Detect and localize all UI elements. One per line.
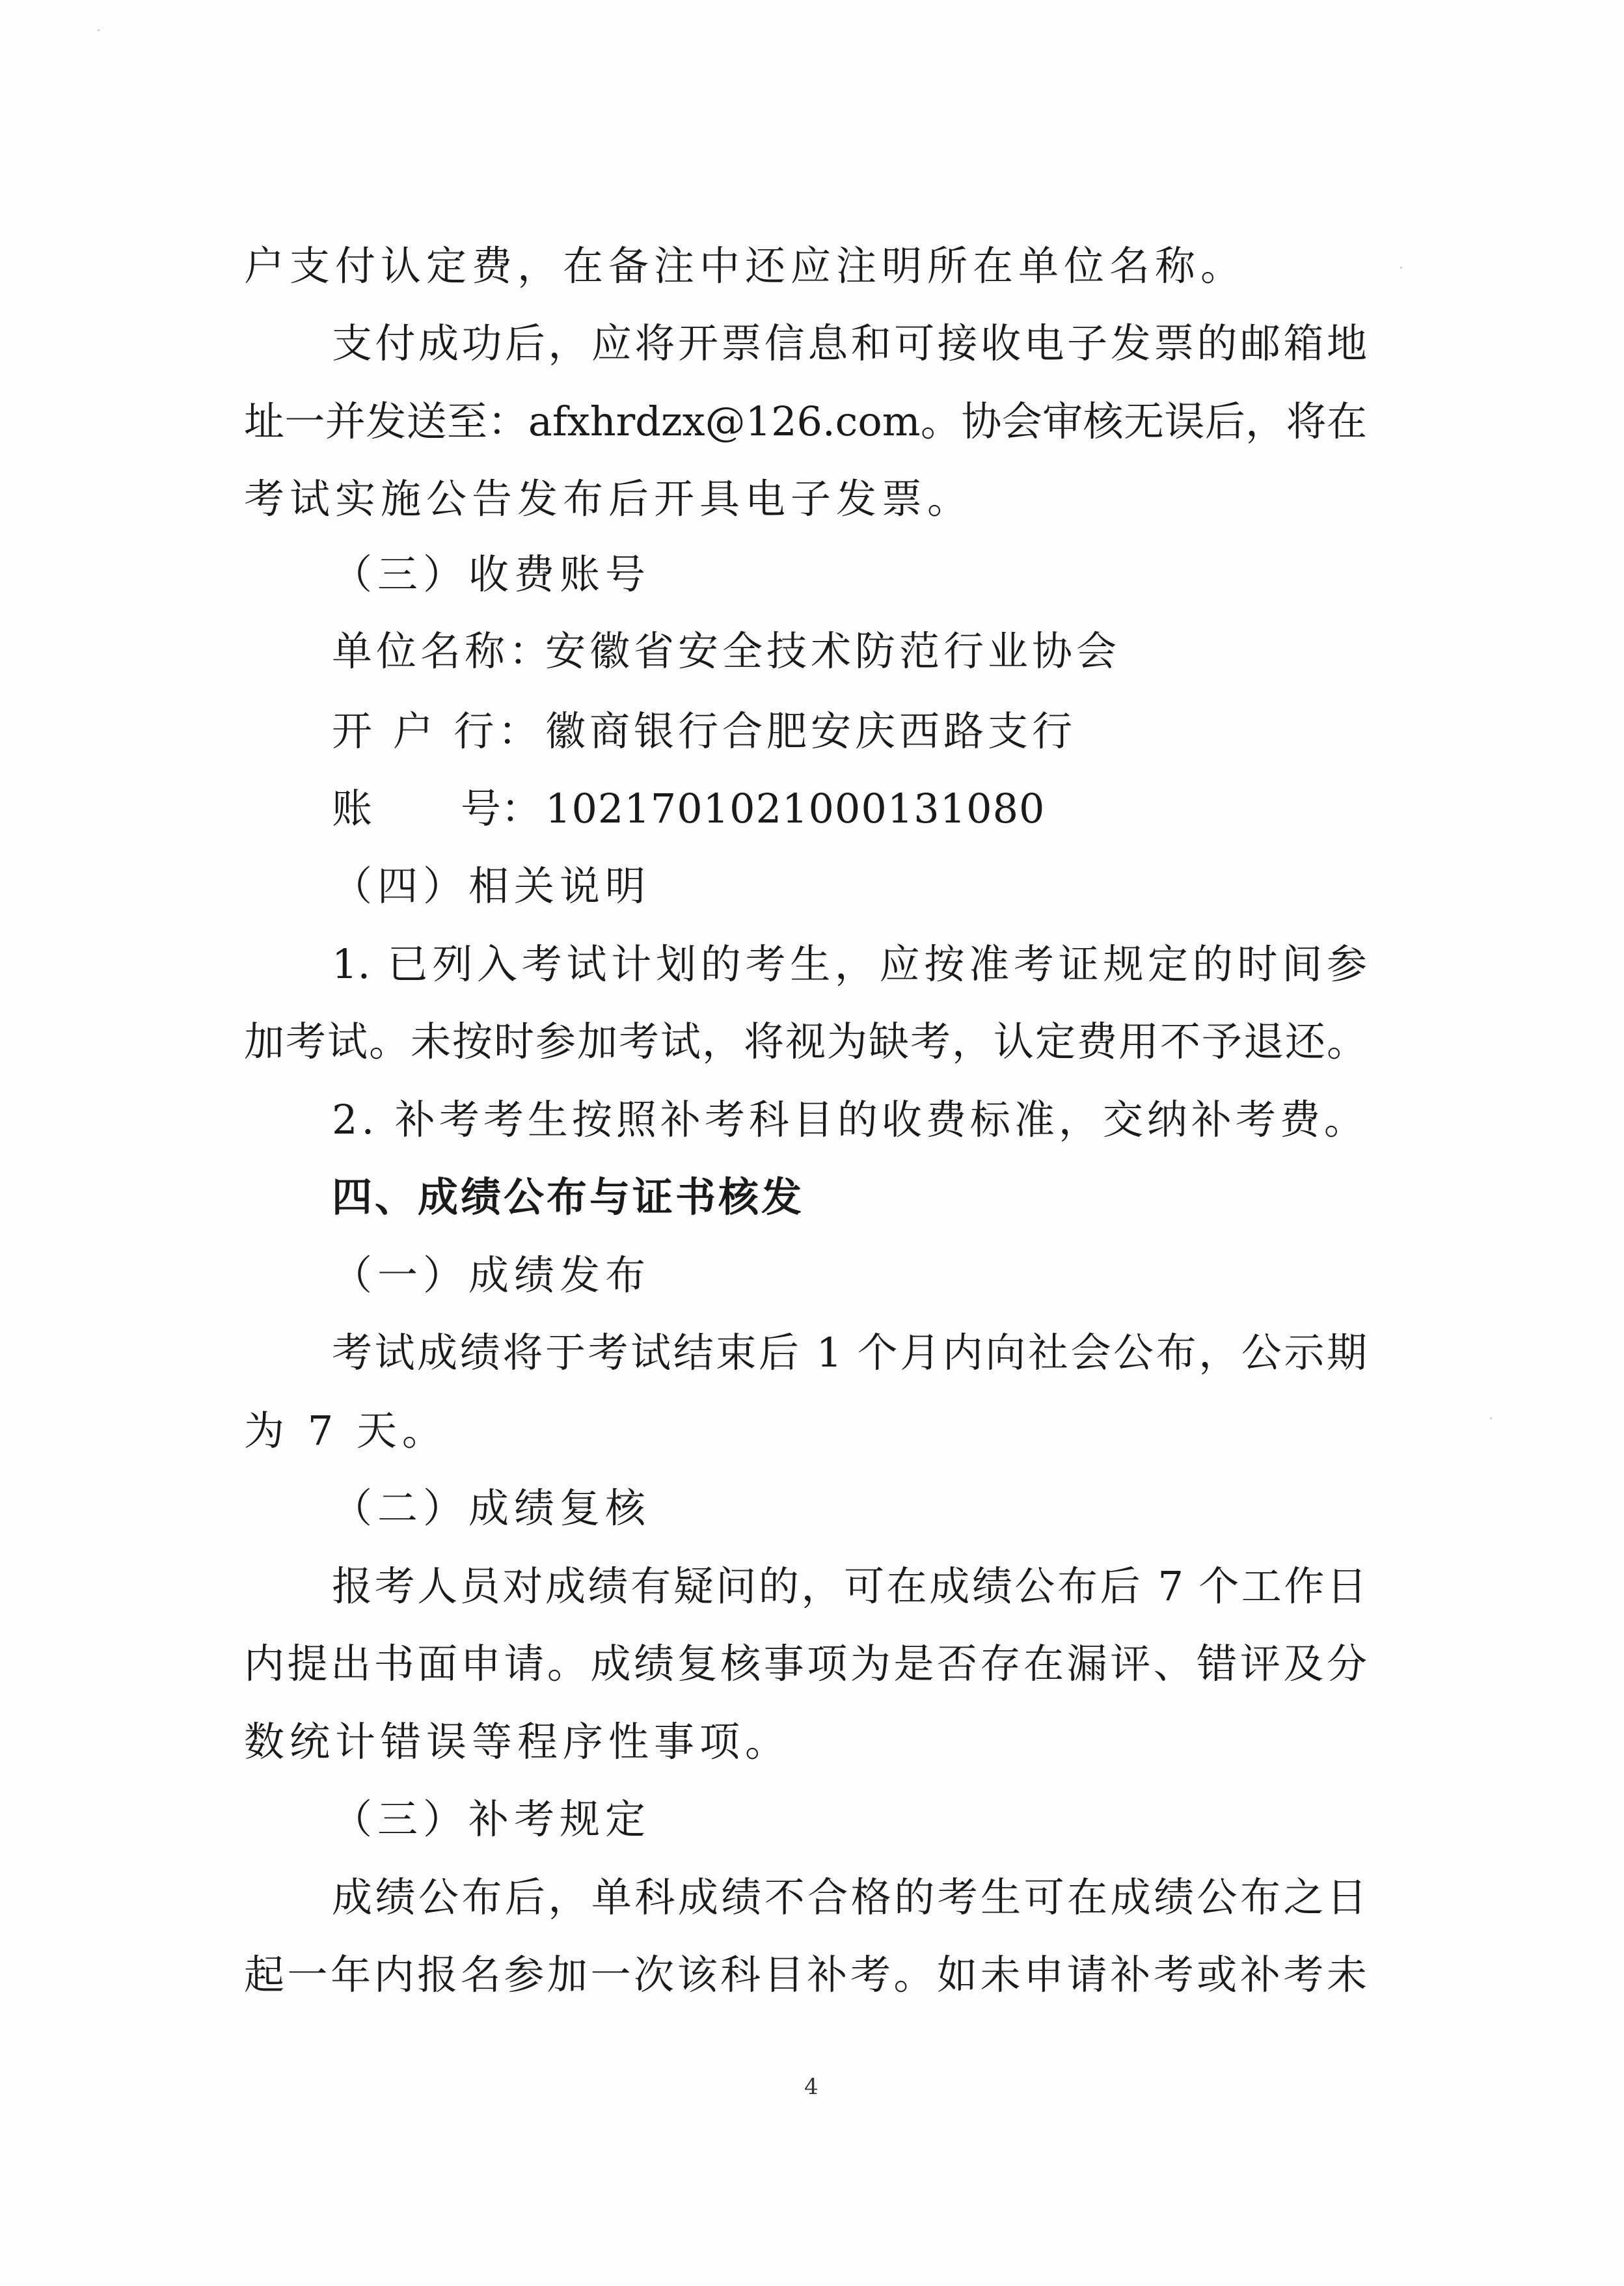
text-line: 加考试。未按时参加考试，将视为缺考，认定费用不予退还。 — [244, 1018, 1367, 1065]
section-subheading: （三）补考规定 — [332, 1795, 651, 1843]
text-line: 支付成功后，应将开票信息和可接收电子发票的邮箱地 — [332, 320, 1367, 367]
text-line: 考试实施公告发布后开具电子发票。 — [244, 475, 973, 523]
bank-label: 开 户 行： — [332, 707, 543, 755]
scan-speck — [98, 29, 100, 31]
text-line: 为 7 天。 — [244, 1407, 448, 1454]
section-subheading: （一）成绩发布 — [332, 1251, 651, 1299]
page-number: 4 — [804, 2074, 819, 2100]
section-subheading: （三）收费账号 — [332, 551, 651, 598]
scan-speck — [1490, 1417, 1492, 1419]
scan-speck — [1400, 267, 1402, 269]
text-line: 内提出书面申请。成绩复核事项为是否存在漏评、错评及分 — [244, 1640, 1367, 1687]
section-subheading: （四）相关说明 — [332, 862, 651, 910]
text-line: 1. 已列入考试计划的考生，应按准考证规定的时间参 — [332, 940, 1367, 988]
bank-value: 徽商银行合肥安庆西路支行 — [545, 707, 1077, 755]
section-subheading: （二）成绩复核 — [332, 1484, 651, 1532]
account-name-label: 单位名称： — [332, 627, 554, 675]
text-line: 数统计错误等程序性事项。 — [244, 1718, 791, 1765]
text-line: 址一并发送至：afxhrdzx@126.com。协会审核无误后，将在 — [244, 398, 1367, 445]
text-line: 考试成绩将于考试结束后 1 个月内向社会公布，公示期 — [332, 1329, 1367, 1376]
account-name-value: 安徽省安全技术防范行业协会 — [545, 627, 1121, 675]
account-number-value: 1021701021000131080 — [545, 785, 1046, 832]
text-line: 2. 补考考生按照补考科目的收费标准，交纳补考费。 — [332, 1096, 1368, 1143]
section-heading: 四、成绩公布与证书核发 — [332, 1173, 805, 1221]
text-line: 成绩公布后，单科成绩不合格的考生可在成绩公布之日 — [332, 1873, 1367, 1921]
account-number-label-start: 账 — [332, 785, 373, 832]
text-line: 起一年内报名参加一次该科目补考。如未申请补考或补考未 — [244, 1951, 1367, 1998]
account-number-label-end: 号： — [461, 785, 542, 832]
text-line: 报考人员对成绩有疑问的，可在成绩公布后 7 个工作日 — [332, 1562, 1367, 1610]
text-line: 户支付认定费，在备注中还应注明所在单位名称。 — [244, 242, 1247, 290]
